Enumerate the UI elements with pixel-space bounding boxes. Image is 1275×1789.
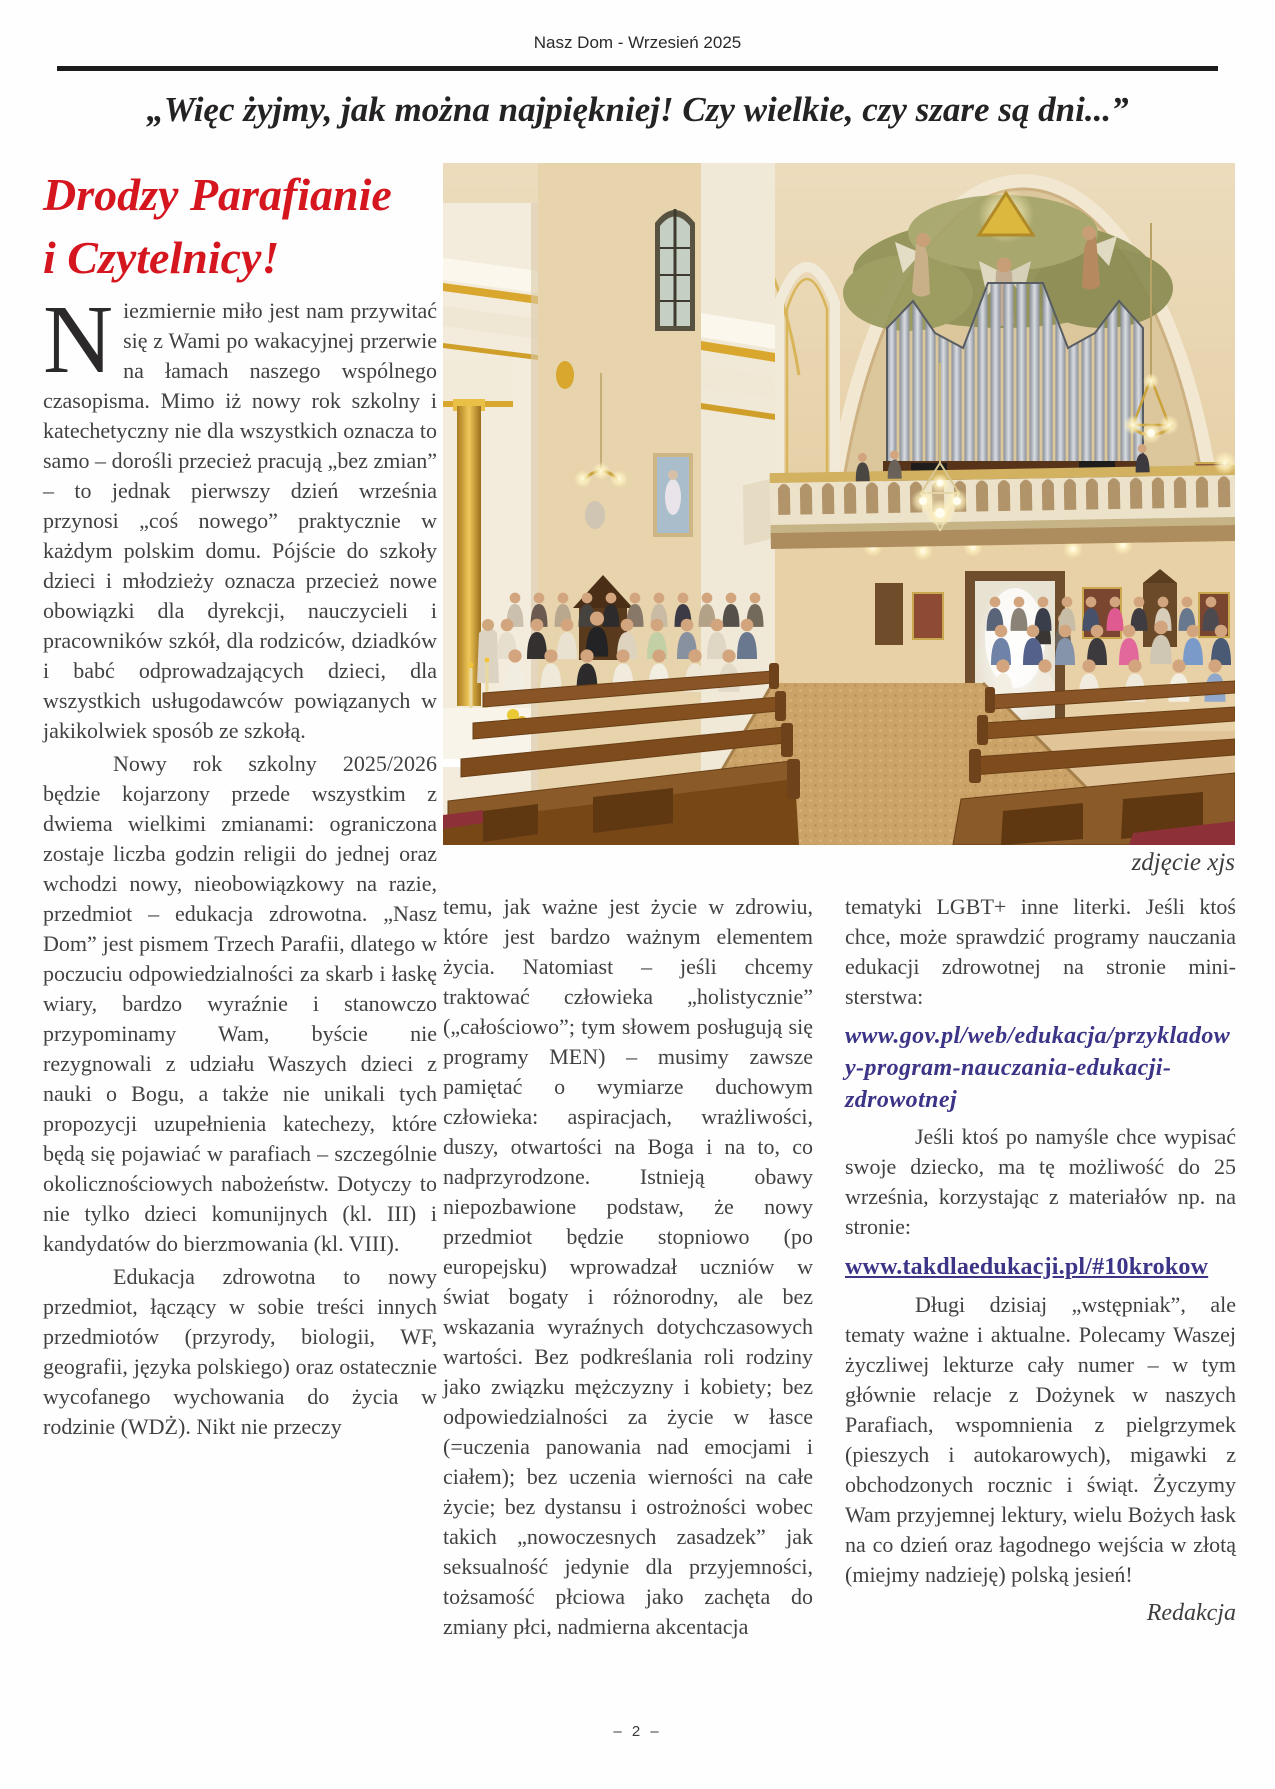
intro-paragraph-text: iezmiernie miło jest nam przywitać się z Wami po wakacyjnej przerwie na łamach naszego wspólnego czasopisma. Mimo iż nowy rok szkolny i katechetyczny nie dla wszystkich oznacza to samo – dorośli przecież pracują „bez zmian” – to jednak pierwszy dzień września przynosi „coś nowego” praktycznie w każdym polskim domu. Pójście do szkoły dzieci i młodzieży oznacza przecież nowe obowiązki dla dyrekcji, nauczycieli i pracowników szkół, dla rodziców, dziadków i babć odprowadzających dzieci, dla wszystkich usługodawców powiązanych w jakikolwiek sposób ze szkołą. xyxy=(43,298,437,743)
window xyxy=(655,209,695,331)
article-title xyxy=(43,164,443,289)
editorial-signature: Redakcja xyxy=(1146,1600,1236,1626)
gov-education-link[interactable]: www.gov.pl/web/edukacja/przykladowy-program-nauczania-edukacji-zdrowotnej xyxy=(845,1023,1231,1113)
left-column xyxy=(43,286,437,1445)
article-title-line2: i Czytelnicy! xyxy=(43,231,280,283)
paragraph-middle: temu, jak ważne jest życie w zdrowiu, które jest bardzo ważnym elementem życia. Natomiast – jeśli chcemy traktować człowieka „holistycznie” („całościowo”; tym słowem posługują się programy MEN) – musimy zawsze pamiętać o wymiarze duchowym człowieka: aspiracjach, wrażliwości, duszy, otwartości na Boga i na to, co nadprzyrodzone. Istnieją obawy niepozbawione podstaw, że nowy przedmiot będzie stopniowo (po europejsku) wprowadzał uczniów w świat bogaty i różnorodny, ale bez wskazania wyraźnych dotychczasowych wartości. Bez podkreślania roli rodziny jako związku mężczyzny i kobiety; bez odpowiedzialności za życie w łasce (=uczenia panowania nad emocjami i ciałem); bez uczenia wierności na całe życie; bez dystansu i ostrożności wobec takich „nowoczesnych zasadzek” jak seksualność jedynie dla przyjemności, tożsamość płciowa jako zachęta do zmiany płci, nadmierna akcentacja xyxy=(443,894,813,1639)
header-rule xyxy=(57,66,1218,71)
paragraph-withdraw: Jeśli ktoś po namyśle chce wypisać swoje dziecko, ma tę możliwość do 25 września, korzystając z materiałów np. na stronie: xyxy=(845,1124,1236,1239)
church-interior-photo xyxy=(443,163,1235,845)
intro-paragraph xyxy=(43,286,437,746)
paragraph-new-school-year: Nowy rok szkolny 2025/2026 będzie kojarzony przede wszystkim z dwiema wielkimi zmianami: ograniczona zostaje liczba godzin religii do jednej oraz wchodzi nowy, nieobowiązkowy na razie, przedmiot – edukacja zdrowotna. „Nasz Dom” jest pismem Trzech Parafii, dlatego w poczuciu odpowiedzialności za skarb i łaskę wiary, bardzo wyraźnie i stanowczo przypominamy Wam, byście nie rezygnowali z udziału Waszych dzieci z nauki o Bogu, a także nie unikali tych propozycji uzupełnienia katechezy, które będą się pojawiać w parafiach – szczególnie okolicznościowych nabożeństw. Dotyczy to nie tylko dzieci komunijnych (kl. III) i kandydatów do bierzmowania (kl. VIII). xyxy=(43,751,437,1256)
paragraph-health-education: Edukacja zdrowotna to nowy przedmiot, łączący w sobie treści innych przedmiotów (przyrody, biologii, WF, geografii, języka polskiego) oraz ostatecznie wycofanego wychowania do życia w rodzinie (WDŻ). Nikt nie przeczy xyxy=(43,1264,437,1439)
photo-caption: zdjęcie xjs xyxy=(1131,849,1235,876)
masthead: Nasz Dom - Wrzesień 2025 xyxy=(533,33,742,52)
paragraph-right-top: tematyki LGBT+ inne literki. Jeśli ktoś chce, może sprawdzić programy nauczania edukacji zdrowotnej na stronie mini-sterstwa: xyxy=(845,894,1236,1009)
middle-column xyxy=(443,892,813,1645)
right-column xyxy=(845,892,1236,1628)
article-title-line1: Drodzy Parafianie xyxy=(43,169,392,220)
headline-quote: „Więc żyjmy, jak można najpiękniej! Czy wielkie, czy szare są dni...” xyxy=(146,90,1129,129)
page-number: – 2 – xyxy=(613,1723,662,1740)
paragraph-closing: Długi dzisiaj „wstępniak”, ale tematy ważne i aktualne. Polecamy Waszej życzliwej lekturze cały numer – w tym głównie relacje z Dożynek w naszych Parafiach, wspomnienia z pielgrzymek (pieszych i autokarowych), migawki z obchodzonych rocznic i świąt. Życzymy Wam przyjemnej lektury, wielu Bożych łask na co dzień oraz łagodnego wejścia w złotą (miejmy nadzieję) polską jesień! xyxy=(845,1292,1236,1587)
drop-cap: N xyxy=(43,286,114,393)
mary-painting xyxy=(653,453,693,537)
takdlaedukacji-link[interactable]: www.takdlaedukacji.pl/#10krokow xyxy=(845,1254,1209,1280)
